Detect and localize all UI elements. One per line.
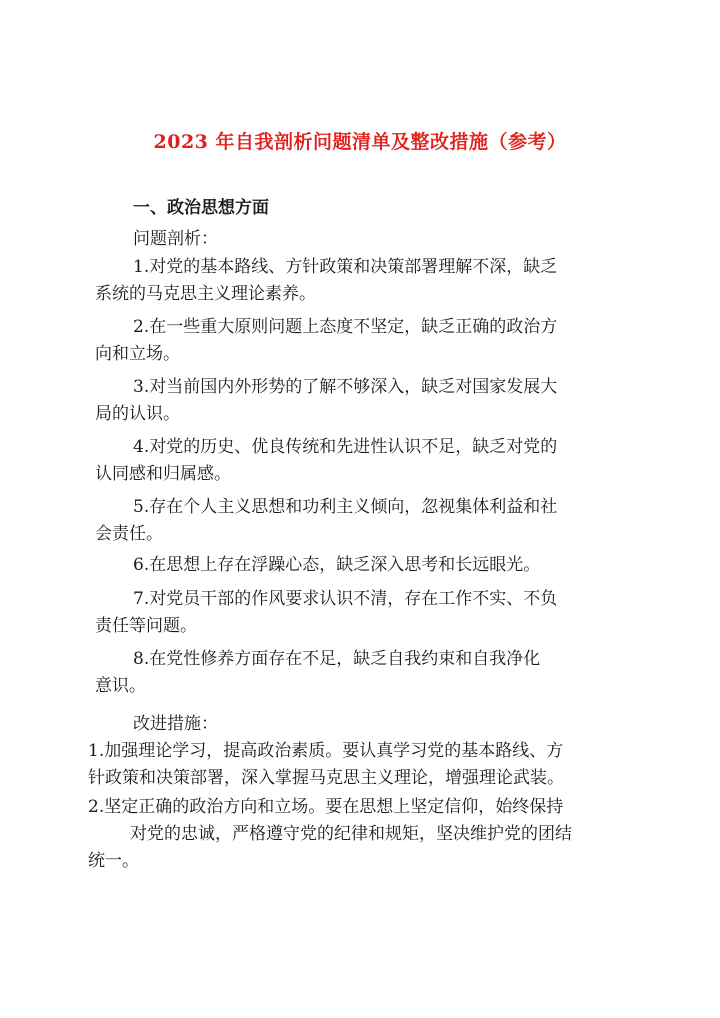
problem-text-line: 系统的马克思主义理论素养。 (95, 284, 316, 304)
measure-text-line: 对党的忠诚，严格遵守党的纪律和规矩，坚决维护党的团结 (130, 824, 572, 844)
problem-item (95, 254, 635, 308)
problem-text-line: 1.对党的基本路线、方针政策和决策部署理解不深，缺乏 (133, 257, 558, 277)
measure-text-line: 2.坚定正确的政治方向和立场。要在思想上坚定信仰，始终保持 (88, 797, 564, 817)
problem-text-line: 4.对党的历史、优良传统和先进性认识不足，缺乏对党的 (133, 437, 558, 457)
measures-label: 改进措施： (133, 714, 218, 734)
measure-text-line: 针政策和决策部署，深入掌握马克思主义理论，增强理论武装。 (88, 768, 564, 788)
problem-item (95, 314, 635, 368)
measure-item (88, 794, 648, 875)
problem-item (95, 646, 635, 700)
problem-text-line: 意识。 (95, 676, 146, 696)
measure-text-line: 统一。 (88, 851, 139, 871)
problem-item (95, 552, 635, 579)
problem-text-line: 会责任。 (95, 524, 163, 544)
problem-item (95, 374, 635, 428)
problem-text-line: 3.对当前国内外形势的了解不够深入，缺乏对国家发展大 (133, 377, 558, 397)
problem-text-line: 认同感和归属感。 (95, 464, 231, 484)
problem-item (95, 434, 635, 488)
problem-text-line: 7.对党员干部的作风要求认识不清，存在工作不实、不负 (133, 589, 558, 609)
problem-text-line: 8.在党性修养方面存在不足，缺乏自我约束和自我净化 (133, 649, 541, 669)
problem-text-line: 2.在一些重大原则问题上态度不坚定，缺乏正确的政治方 (133, 317, 558, 337)
problem-item (95, 586, 635, 640)
problem-text-line: 责任等问题。 (95, 616, 197, 636)
measure-item (88, 738, 648, 792)
section-heading: 一、政治思想方面 (133, 198, 269, 218)
problem-text-line: 5.存在个人主义思想和功利主义倾向，忽视集体利益和社 (133, 497, 558, 517)
analysis-label: 问题剖析： (133, 229, 218, 249)
problem-text-line: 局的认识。 (95, 404, 180, 424)
problem-item (95, 494, 635, 548)
problem-text-line: 向和立场。 (95, 344, 180, 364)
problem-text-line: 6.在思想上存在浮躁心态，缺乏深入思考和长远眼光。 (133, 555, 541, 575)
measure-text-line: 1.加强理论学习，提高政治素质。要认真学习党的基本路线、方 (88, 741, 564, 761)
document-title: 2023 年自我剖析问题清单及整改措施（参考） (153, 131, 567, 153)
